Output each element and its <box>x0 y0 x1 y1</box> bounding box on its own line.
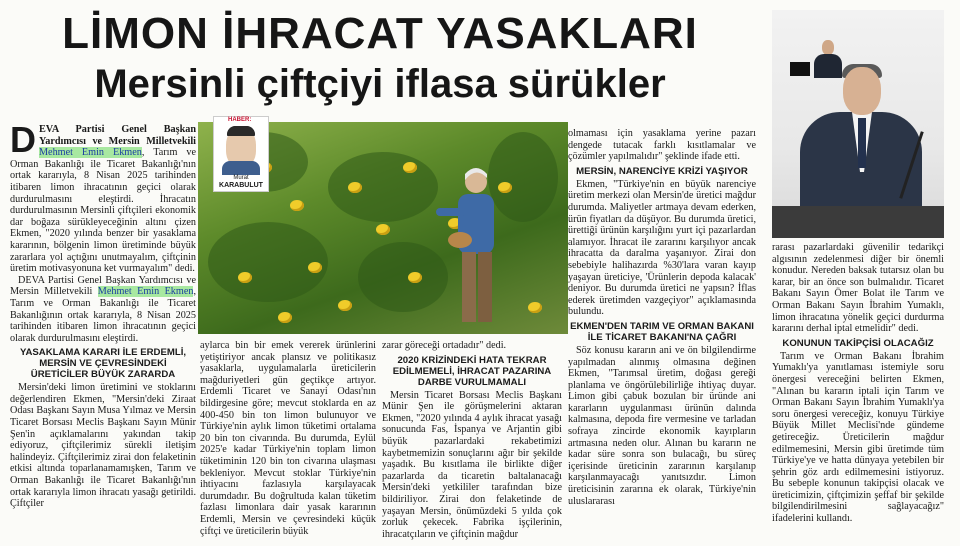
lead-paragraph: DEVA Partisi Genel Başkan Yardımcısı ve Mersin Milletvekili Mehmet Emin Ekmen, Tarım ve Orman Bakanlığı ile Ticaret Bakanlığı'nın ortak kararıyla, 8 Nisan 2025 tarihinden itibaren limon ihracatının geçici olarak durdurulmasını eleştirdi. İhracatın durdurulmasının Mersinli çiftçileri ekonomik dar boğaza sürükleyeceğinin altını çizen Ekmen, "2020 yılında benzer bir yasaklama kararının, bölgenin limon üretiminde büyük zararlara yol açtığını unutmayalım, çiftçinin üretim motivasyonuna ket vurmayalım" dedi. <box>10 119 196 275</box>
subheading: KONUNUN TAKİPÇİSİ OLACAĞIZ <box>782 337 934 349</box>
article-column-2 <box>200 340 376 537</box>
farmer-figure <box>432 164 514 334</box>
subheading: YASAKLAMA KARARI İLE ERDEMLİ, MERSİN VE ÇEVRESİNDEKİ ÜRETİCİLER BÜYÜK ZARARDA <box>19 347 187 381</box>
dropcap: D <box>10 119 36 160</box>
article-column-5 <box>772 242 944 525</box>
highlighted-name: Mehmet Emin Ekmen <box>39 147 142 159</box>
paragraph: Mersin Ticaret Borsası Meclis Başkanı Münir Şen ile görüşmelerini aktaran Ekmen, "2020 yılında 4 aylık ihracat yasağı sonucunda Fas, İspanya ve Arjantin gibi büyük pazarlardaki rekabetimizi kaybetmemizin sonuçlarını ağır bir şekilde yaşadık. Bu kısıtlama ile birlikte diğer pazarlarda da ticaretin baltalanacağı Mersin'deki yetkililer tarafından bize bildiriliyor. Zirai don felaketinde de yaşayan Mersin, önümüzdeki 5 yılda çok zorluk çekecek. Fabrika işçilerinin, ihracatçıların ve çiftçinin mağdur <box>382 389 562 540</box>
paragraph: zarar göreceği ortadadır" dedi. <box>382 340 507 351</box>
byline-tag: HABER: <box>228 117 252 123</box>
article-column-1 <box>10 119 196 510</box>
paragraph: Tarım ve Orman Bakanı İbrahim Yumaklı'ya yanıtlaması istemiyle soru önergesi vereceğini belirten Ekmen, "Alınan bu kararın iptali için Tarım ve Orman Bakanı Sayın İbrahim Yumaklı'ya soru önergesi vereceğiz, konuyu Türkiye Büyük Millet Meclisi'nde gündeme getireceğiz. Üreticilerin mağdur edilmemesini, Mersin gibi üretimde tüm Türkiye'ye ve hatta dünyaya yetebilen bir şehrin göz ardı edilmemesini istiyoruz. Bu sebeple konunun takipçisi olacak ve üreticimizin, çiftçimizin şeffaf bir şekilde bilgilendirilmesini sağlayacağız" ifadelerini kullandı. <box>772 350 944 525</box>
paragraph: rarası pazarlardaki güvenilir tedarikçi algısının zedelenmesi diğer bir önemli konudur. Nereden baksak tutarsız olan bu karar, bir an önce son bulmalıdır. Ticaret Bakanı Sayın Ömer Bolat ile Tarım ve Orman Bakanı Sayın İbrahim Yumaklı, limon ihracatına yönelik geçici durdurma kararını derhal iptal etmelidir" dedi. <box>772 242 944 335</box>
headline-line2: Mersinli çiftçiyi iflasa sürükler <box>94 62 666 106</box>
subheading: EKMEN'DEN TARIM VE ORMAN BAKANI İLE TİCARET BAKANI'NA ÇAĞRI <box>570 320 754 343</box>
paragraph: Söz konusu kararın ani ve ön bilgilendirme yapılmadan alınmış olmasına değinen Ekmen, "Tarımsal üretim, doğası gereği planlama ve öngörülebilirliğe ihtiyaç duyar. Limon gibi çabuk bozulan bir üründe ani kararların uygulanması ürünün dalında kalmasına, depoda fire vermesine ve tarladan sofraya zincirde ekonomik kayıpların artmasına neden olur. Alınan bu kararın ne kadar süre sonra son bulacağı, bu süreç içerisinde üreticinin zararının karşılanıp karşılanmayacağı yanıtsızdır. Limon üreticisinin zararına ek olarak, Türkiye'nin uluslararası <box>568 344 756 507</box>
paragraph: DEVA Partisi Genel Başkan Yardımcısı ve Mersin Milletvekili Mehmet Emin Ekmen, Tarım ve Orman Bakanlığı ile Ticaret Bakanlığının ortak kararıyla, 8 Nisan 2025 tarihinden itibaren limon ihracatının geçici olarak durdurulmasını eleştirdi. <box>10 274 196 344</box>
subheading: MERSİN, NARENCİYE KRİZİ YAŞIYOR <box>576 165 748 177</box>
article-column-4 <box>568 128 756 507</box>
paragraph: Mersin'deki limon üretimini ve stoklarını değerlendiren Ekmen, "Mersin'deki Ziraat Odası Başkanı Sayın Musa Yılmaz ve Mersin Ticaret Borsası Meclis Başkanı Sayın Münir Şen'in açıklamalarını yakından takip ediyoruz, çiftçilerimiz sürekli iletişim halindeyiz. Çiftçilerimiz zirai don felaketinin etkisi altında toparlanamamışken, Tarım ve Orman Bakanlığı ile Ticaret Bakanlığı'nın ortak kararıyla limon ihracatı yasağı getirildi. Çiftçiler <box>10 382 196 510</box>
author-last-name: KARABULUT <box>219 182 263 189</box>
paragraph: Ekmen, "Türkiye'nin en büyük narenciye üretim merkezi olan Mersin'de üretici mağdur durumda. Maliyetler artmaya devam ederken, ürün fiyatları da düşüyor. Bu durumda üretici, ürettiği ürünün karşılığını yurt içi pazarlardan alamıyor. İhracat ile zararını karşılıyor ancak ihracatta da daralma yaşanıyor. Zirai don sebebiyle halihazırda %30'lara varan kayıp yaşayan üreticiye, 'Ürünlerin depoda kalacak' deniyor. Bu durumda üretici ne yapsın? İflas ederek üretimden vazgeçiyor" açıklamasında bulundu. <box>568 178 756 318</box>
politician-photo <box>772 10 944 238</box>
paragraph: aylarca bin bir emek vererek ürünlerini yetiştiriyor ancak plansız ve politikasız yasaklarla, uygulamalarla üreticilerin mağduriyetleri gün geçtikçe artıyor. Erdemli Ticaret ve Sanayi Odası'nın bildirgesine göre; mevcut stoklarda en az 400-450 bin ton limon bulunuyor ve Türkiye'nin aylık limon tüketimi ortalama 20 bin ton civarında. Bu durumda, Eylül 2025'e kadar Türkiye'nin toplam limon tüketiminin 120 bin ton civarına ulaşması bekleniyor. Mevcut stoklar Türkiye'nin ihtiyacını fazlasıyla karşılayacak durumdadır. Bu doğrultuda kalan tüketim fazlası limonlara dair yasak kararının Erdemli, Mersin ve çevresindeki küçük çiftçi ve üreticilerin büyük <box>200 340 376 537</box>
author-byline <box>213 116 269 192</box>
author-first-name: Murat <box>233 175 249 181</box>
subheading: 2020 KRİZİNDEKİ HATA TEKRAR EDİLMEMELİ, İHRACAT PAZARINA DARBE VURULMAMALI <box>392 354 552 388</box>
paragraph: olmaması için yasaklama yerine pazarı dengede tutacak farklı kısıtlamalar ve çözümler yapılmalıdır" şeklinde ifade etti. <box>568 128 756 163</box>
highlighted-name: Mehmet Emin Ekmen <box>97 286 194 298</box>
podium <box>772 206 944 238</box>
headline-line1: LİMON İHRACAT YASAKLARI <box>62 9 698 58</box>
article-column-3 <box>382 340 562 540</box>
